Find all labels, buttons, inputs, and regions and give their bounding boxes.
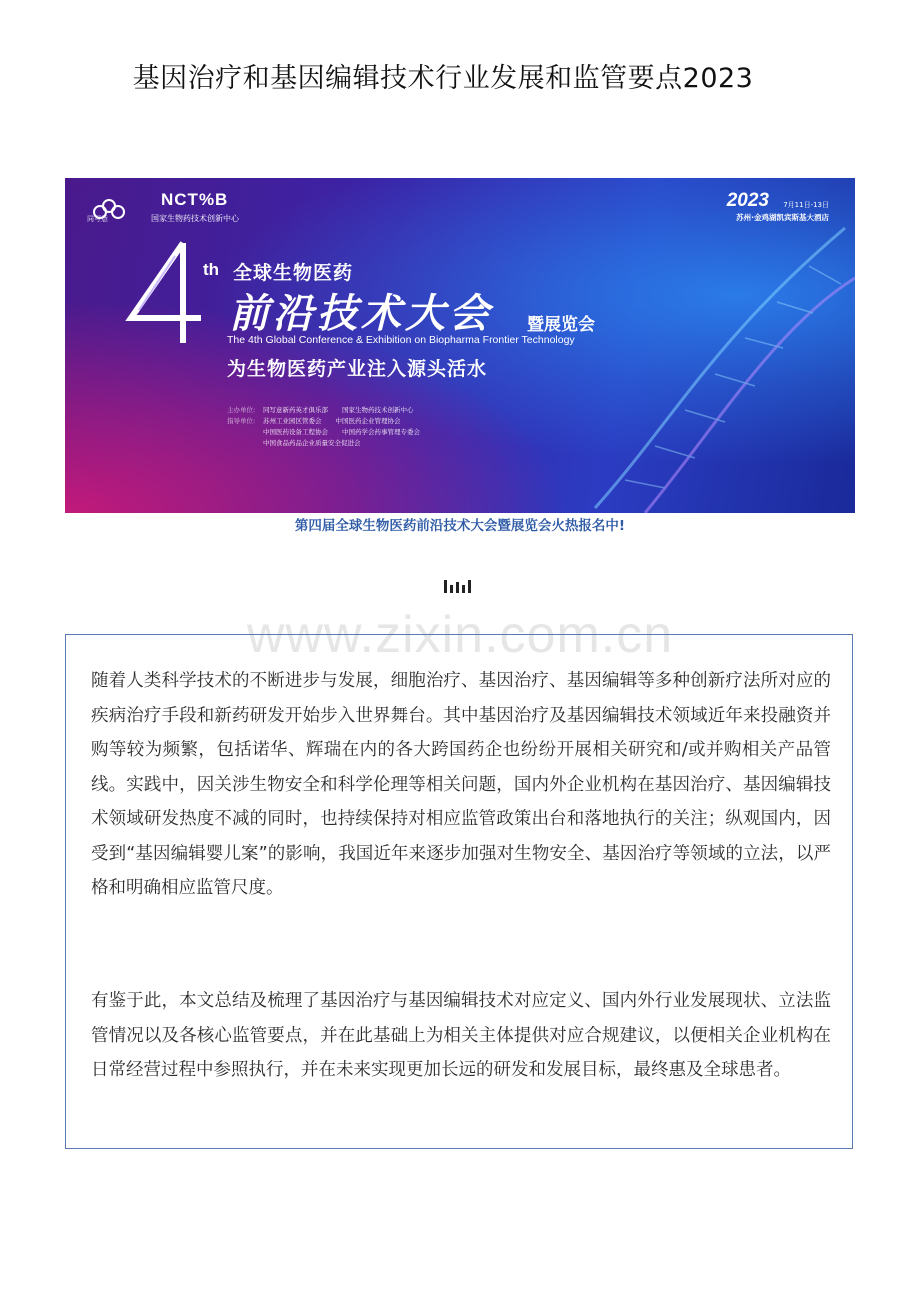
nctb-subtitle: 国家生物药技术创新中心 [151,214,239,223]
english-subtitle: The 4th Global Conference & Exhibition on Biopharma Frontier Technology [227,334,575,346]
tongxieyi-logo-icon [89,192,129,232]
guide-4: 中国药学会药事管理专委会 [342,428,420,436]
banner-caption: 第四届全球生物医药前沿技术大会暨展览会火热报名中! [294,518,626,534]
organizer-2: 国家生物药技术创新中心 [342,406,414,414]
event-venue: 苏州·金鸡湖凯宾斯基大酒店 [736,213,829,222]
guide-2: 中国医药企业管理协会 [335,417,401,425]
guide-label: 指导单位: [227,417,256,425]
guide-3: 中国医药设备工程协会 [263,428,328,436]
dna-helix-graphic [585,218,855,513]
body-paragraph-2: 有鉴于此，本文总结及梳理了基因治疗与基因编辑技术对应定义、国内外行业发展现状、立法监管情况以及各核心监管要点，并在此基础上为相关主体提供对应合规建议，以便相关企业机构在日常经营过程中参照执行，并在未来实现更加长远的研发和发展目标，最终惠及全球患者。 [91,991,831,1080]
slogan: 为生物医药产业注入源头活水 [227,358,488,380]
organizer-label: 主办单位: [227,406,256,414]
headline-line1: 全球生物医药 [233,262,354,284]
conference-banner[interactable] [65,178,855,513]
guide-5: 中国食品药品企业质量安全促进会 [263,439,361,447]
headline-line2: 前沿技术大会 [229,290,493,337]
event-year: 2023 [726,190,769,211]
watermark: www.zixin.com.cn [246,606,674,664]
organizer-1: 同写意新药英才俱乐部 [263,406,328,414]
signal-bars-icon [444,580,476,593]
event-dates: 7月11日-13日 [783,201,829,209]
headline-line2-suffix: 暨展览会 [527,315,595,335]
ordinal-suffix: th [203,260,220,279]
big-four-graphic [123,238,213,348]
tongxieyi-logo-text: 同写意 [87,215,108,223]
nctb-logo: NCT%B [161,190,229,209]
guide-1: 苏州工业园区管委会 [263,417,322,425]
body-paragraph-1: 随着人类科学技术的不断进步与发展，细胞治疗、基因治疗、基因编辑等多种创新疗法所对应的疾病治疗手段和新药研发开始步入世界舞台。其中基因治疗及基因编辑技术领域近年来投融资并购等较为频繁，包括诺华、辉瑞在内的各大跨国药企也纷纷开展相关研究和/或并购相关产品管线。实践中，因关涉生物安全和科学伦理等相关问题，国内外企业机构在基因治疗、基因编辑技术领域研发热度不减的同时，也持续保持对相应监管政策出台和落地执行的关注；纵观国内，因受到“基因编辑婴儿案”的影响，我国近年来逐步加强对生物安全、基因治疗等领域的立法，以严格和明确相应监管尺度。 [91,671,831,898]
document-title: 基因治疗和基因编辑技术行业发展和监管要点2023 [132,63,754,94]
organizer-credits [227,405,420,449]
